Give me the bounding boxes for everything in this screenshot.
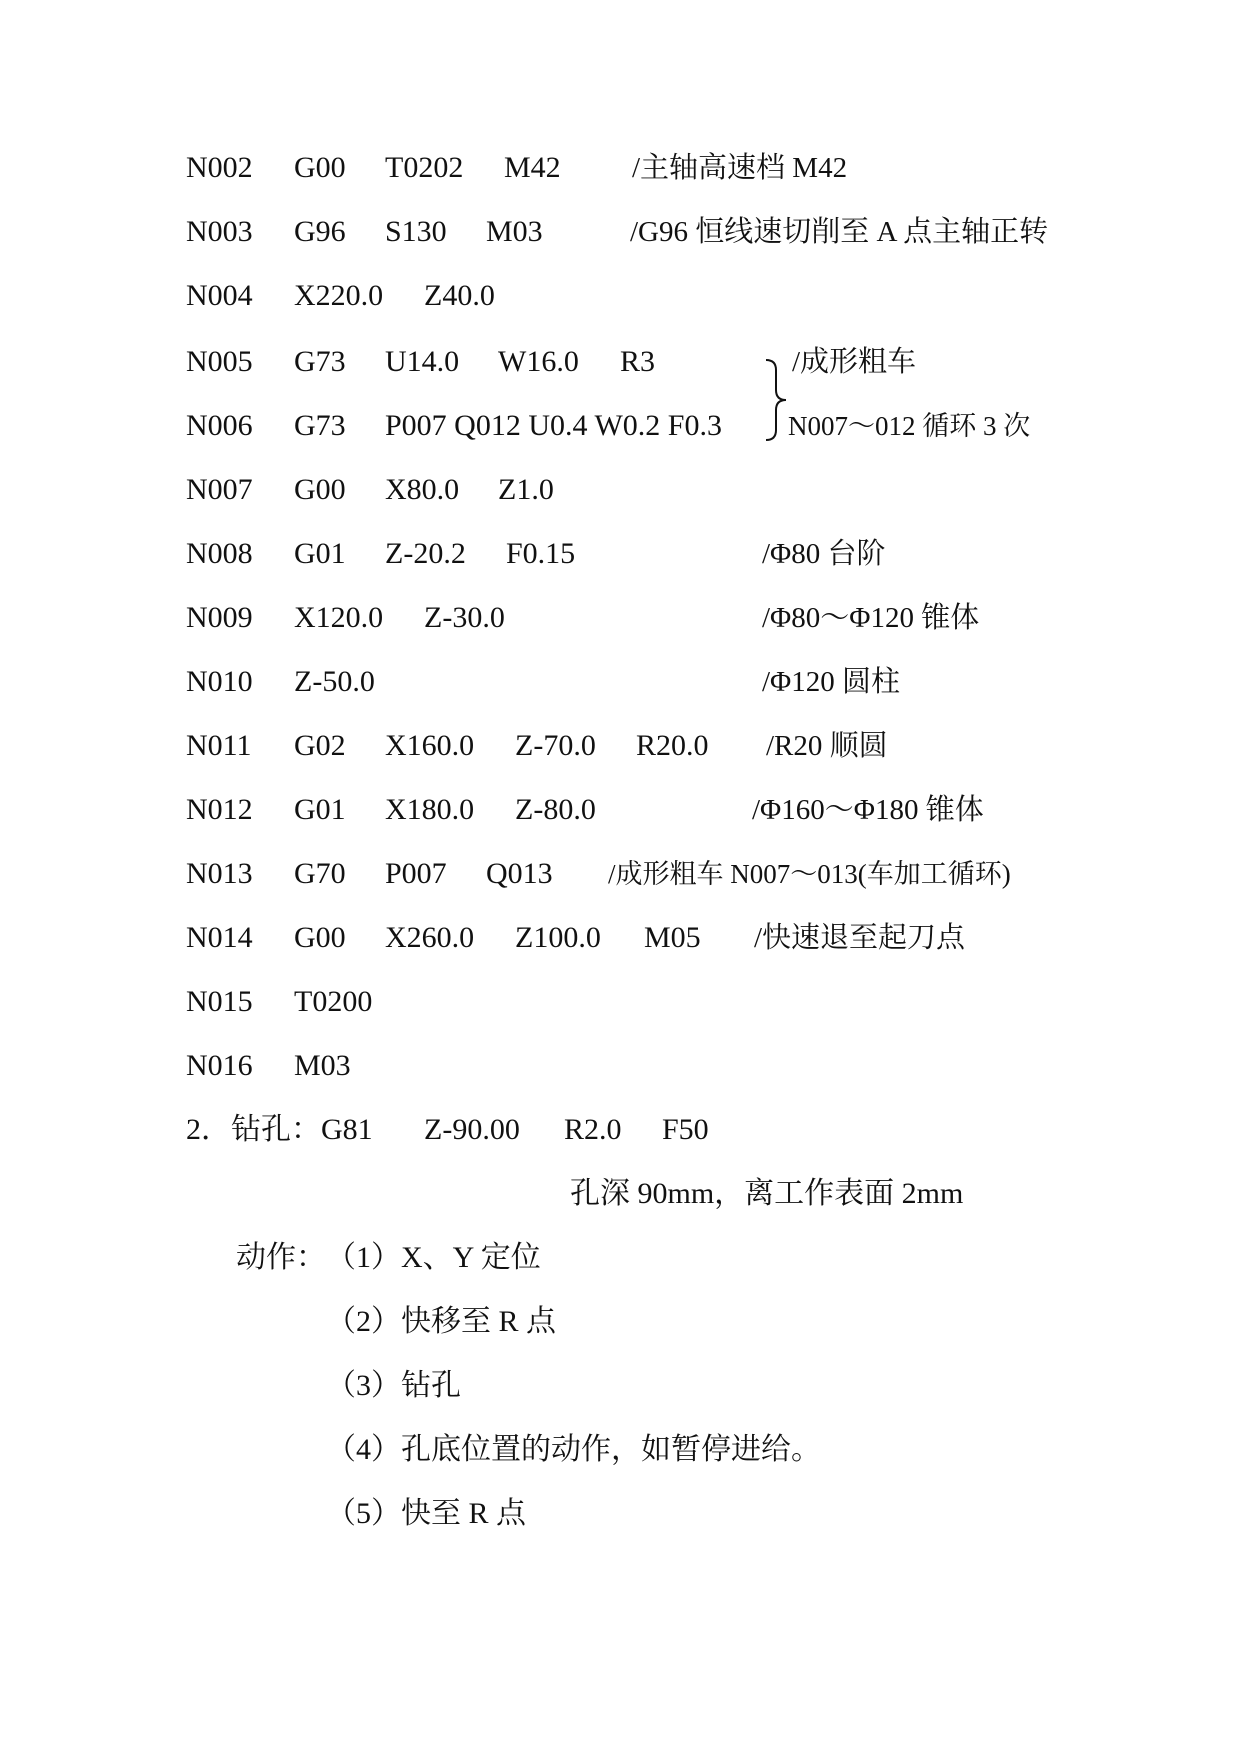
- block-number: N011: [186, 729, 252, 762]
- line-comment: /Φ80 台阶: [762, 538, 886, 570]
- block-number: N002: [186, 151, 253, 184]
- code-word: X160.0: [385, 729, 475, 762]
- line-comment: /成形粗车 N007～013(车加工循环): [608, 859, 1011, 889]
- code-word: M03: [486, 215, 543, 248]
- line-comment: /Φ80～Φ120 锥体: [762, 602, 980, 634]
- code-word: R2.0: [564, 1113, 622, 1146]
- code-word: Z-70.0: [515, 729, 596, 762]
- action-step: （5）快至 R 点: [326, 1497, 527, 1530]
- code-word: X180.0: [385, 793, 475, 826]
- code-word: F50: [662, 1113, 709, 1146]
- code-word: X80.0: [385, 473, 460, 506]
- action-step: （4）孔底位置的动作，如暂停进给。: [326, 1433, 821, 1466]
- line-comment: /Φ160～Φ180 锥体: [752, 794, 984, 826]
- code-word: G01: [294, 793, 346, 826]
- block-number: N012: [186, 793, 253, 826]
- block-number: N010: [186, 665, 253, 698]
- code-word: Z-90.00: [424, 1113, 520, 1146]
- code-word: Z-80.0: [515, 793, 596, 826]
- code-word: M42: [504, 151, 561, 184]
- block-number: N003: [186, 215, 253, 248]
- code-word: G00: [294, 473, 346, 506]
- drilling-heading: 2．钻孔：G81: [186, 1113, 373, 1146]
- code-word: T0200: [294, 985, 373, 1018]
- code-word: G70: [294, 857, 346, 890]
- code-word: G02: [294, 729, 346, 762]
- block-number: N009: [186, 601, 253, 634]
- line-comment: /Φ120 圆柱: [762, 666, 901, 698]
- block-number: N007: [186, 473, 253, 506]
- block-number: N008: [186, 537, 253, 570]
- code-word: R3: [620, 345, 656, 378]
- line-comment: /快速退至起刀点: [754, 922, 966, 954]
- code-word: Z-50.0: [294, 665, 375, 698]
- action-step: （3）钻孔: [326, 1369, 461, 1402]
- block-number: N005: [186, 345, 253, 378]
- code-word: Z-20.2: [385, 537, 466, 570]
- line-comment: /G96 恒线速切削至 A 点主轴正转: [630, 216, 1049, 248]
- code-word: X260.0: [385, 921, 475, 954]
- code-word: Q013: [486, 857, 553, 890]
- code-word: M05: [644, 921, 701, 954]
- block-number: N013: [186, 857, 253, 890]
- code-word: X120.0: [294, 601, 384, 634]
- code-word: P007 Q012 U0.4 W0.2 F0.3: [385, 409, 722, 442]
- line-comment: /R20 顺圆: [766, 730, 888, 762]
- code-word: G01: [294, 537, 346, 570]
- code-word: G00: [294, 921, 346, 954]
- block-number: N015: [186, 985, 253, 1018]
- action-step: （2）快移至 R 点: [326, 1305, 557, 1338]
- code-word: P007: [385, 857, 447, 890]
- code-word: G00: [294, 151, 346, 184]
- line-comment: /成形粗车: [792, 346, 917, 378]
- drilling-note: 孔深 90mm，离工作表面 2mm: [570, 1177, 964, 1210]
- code-word: R20.0: [636, 729, 709, 762]
- action-step: （1）X、Y 定位: [326, 1241, 541, 1274]
- line-comment: /主轴高速档 M42: [632, 152, 848, 184]
- code-word: F0.15: [506, 537, 576, 570]
- code-word: G73: [294, 409, 346, 442]
- code-word: S130: [385, 215, 447, 248]
- code-word: X220.0: [294, 279, 384, 312]
- code-word: W16.0: [498, 345, 579, 378]
- block-number: N004: [186, 279, 253, 312]
- code-word: Z40.0: [424, 279, 495, 312]
- code-word: Z1.0: [498, 473, 554, 506]
- actions-label: 动作：: [236, 1241, 326, 1274]
- block-number: N016: [186, 1049, 253, 1082]
- code-word: G73: [294, 345, 346, 378]
- code-word: Z100.0: [515, 921, 601, 954]
- code-word: Z-30.0: [424, 601, 505, 634]
- line-comment: N007～012 循环 3 次: [788, 411, 1031, 441]
- block-number: N014: [186, 921, 253, 954]
- code-word: U14.0: [385, 345, 460, 378]
- code-word: M03: [294, 1049, 351, 1082]
- code-word: T0202: [385, 151, 464, 184]
- code-word: G96: [294, 215, 346, 248]
- block-number: N006: [186, 409, 253, 442]
